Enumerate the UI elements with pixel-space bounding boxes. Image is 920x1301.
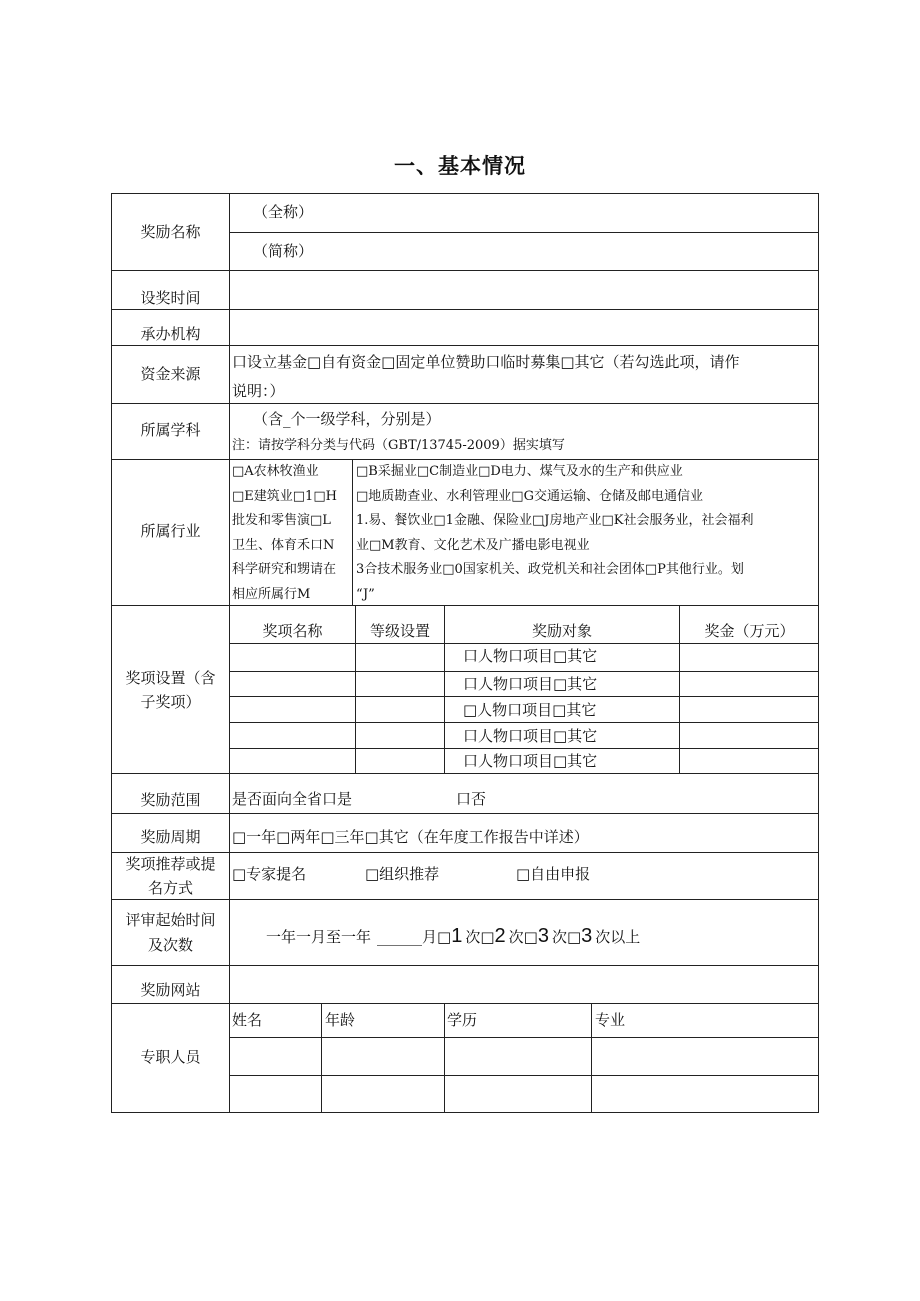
- discipline-field[interactable]: （含_个一级学科，分别是）: [253, 410, 441, 428]
- nominate-label-line2: 名方式: [147, 879, 193, 897]
- review-label-line1: 评审起始时间: [125, 911, 216, 929]
- industry-right-line[interactable]: 3合技术服务业□0国家机关、政党机关和社会团体□P其他行业。划: [356, 562, 744, 577]
- row-divider: [229, 643, 819, 644]
- award-name-label: 奖励名称: [140, 223, 201, 241]
- col-divider: [321, 1003, 322, 1113]
- row-divider: [229, 1037, 819, 1038]
- row-divider: [229, 748, 819, 749]
- industry-right-line[interactable]: 业□M教育、文化艺术及广播电影电视业: [356, 538, 590, 553]
- row-divider: [111, 965, 819, 966]
- award-short-name-field[interactable]: （简称）: [253, 242, 314, 260]
- website-label: 奖励网站: [140, 981, 201, 999]
- col-divider: [352, 459, 353, 605]
- row-divider: [111, 459, 819, 460]
- staff-label: 专职人员: [140, 1048, 201, 1066]
- fund-source-options[interactable]: 口设立基金□自有资金□固定单位赞助口临时募集□其它（若勾选此项，请作: [232, 353, 740, 371]
- count-2: 2: [494, 925, 506, 947]
- industry-right-line[interactable]: □B采掘业□C制造业□D电力、煤气及水的生产和供应业: [356, 464, 683, 479]
- staff-header-major: 专业: [595, 1011, 626, 1029]
- row-divider: [111, 813, 819, 814]
- fund-source-label: 资金来源: [140, 365, 201, 383]
- col-divider: [591, 1003, 592, 1113]
- industry-right-line[interactable]: 1.易、餐饮业□1金融、保险业□J房地产业□K社会服务业，社会福利: [356, 513, 754, 528]
- count-2-unit: 次□: [508, 928, 538, 946]
- row-divider: [111, 345, 819, 346]
- industry-left-line[interactable]: 相应所属行M: [232, 587, 311, 602]
- discipline-label: 所属学科: [140, 421, 201, 439]
- staff-header-education: 学历: [447, 1011, 478, 1029]
- industry-left-line[interactable]: 卫生、体育禾口N: [232, 538, 335, 553]
- awards-header-prize: 奖金（万元）: [704, 622, 795, 640]
- scope-yes-option[interactable]: 是否面向全省口是: [232, 790, 353, 808]
- industry-left-line[interactable]: □E建筑业□1□H: [232, 489, 337, 504]
- row-divider: [111, 773, 819, 774]
- row-divider: [111, 270, 819, 271]
- col-divider: [444, 1003, 445, 1113]
- expert-nomination-option[interactable]: □专家提名: [232, 865, 307, 883]
- review-month: 月□: [422, 928, 452, 946]
- discipline-note: 注：请按学科分类与代码（GBT/13745-2009）据实填写: [232, 438, 565, 453]
- awards-label-line1: 奖项设置（含: [125, 669, 216, 687]
- count-1-unit: 次□: [465, 928, 495, 946]
- row-divider: [111, 605, 819, 606]
- staff-header-age: 年龄: [325, 1011, 356, 1029]
- count-3-unit: 次□: [551, 928, 582, 946]
- count-more-unit: 次以上: [595, 928, 641, 946]
- review-date-blank: ______: [377, 928, 423, 946]
- industry-label: 所属行业: [140, 522, 201, 540]
- row-divider: [229, 1075, 819, 1076]
- industry-left-line[interactable]: □A农林牧渔业: [232, 464, 319, 479]
- industry-right-line[interactable]: □地质勘查业、水利管理业□G交通运输、仓储及邮电通信业: [356, 489, 703, 504]
- count-3: 3: [537, 925, 549, 947]
- award-target-options[interactable]: 口人物口项目□其它: [463, 675, 598, 693]
- row-divider: [111, 852, 819, 853]
- row-divider: [111, 1003, 819, 1004]
- col-divider: [229, 193, 230, 1113]
- award-target-options[interactable]: 口人物口项目□其它: [463, 727, 598, 745]
- self-apply-option[interactable]: □自由申报: [516, 865, 591, 883]
- cycle-options[interactable]: □一年□两年□三年□其它（在年度工作报告中详述）: [232, 828, 589, 846]
- award-target-options[interactable]: □人物口项目□其它: [463, 701, 597, 719]
- page-title: 一、基本情况: [394, 154, 526, 178]
- count-more: 3: [581, 925, 593, 947]
- scope-no-option[interactable]: 口否: [456, 790, 487, 808]
- row-divider: [229, 232, 819, 233]
- org-recommend-option[interactable]: □组织推荐: [365, 865, 440, 883]
- review-label-line2: 及次数: [147, 936, 193, 954]
- scope-label: 奖励范围: [140, 791, 201, 809]
- awards-header-target: 奖励对象: [531, 622, 592, 640]
- row-divider: [111, 899, 819, 900]
- industry-right-line: “J”: [356, 587, 375, 602]
- staff-header-name: 姓名: [232, 1011, 263, 1029]
- award-full-name-field[interactable]: （全称）: [253, 203, 314, 221]
- organizer-label: 承办机构: [140, 325, 201, 343]
- fund-source-note: 说明：）: [232, 382, 285, 400]
- award-target-options[interactable]: 口人物口项目□其它: [463, 752, 598, 770]
- awards-header-level: 等级设置: [369, 622, 430, 640]
- row-divider: [229, 722, 819, 723]
- industry-left-line[interactable]: 批发和零售演□L: [232, 513, 331, 528]
- cycle-label: 奖励周期: [140, 828, 201, 846]
- setup-time-label: 设奖时间: [140, 289, 201, 307]
- row-divider: [111, 309, 819, 310]
- award-target-options[interactable]: 口人物口项目□其它: [463, 647, 598, 665]
- industry-left-line[interactable]: 科学研究和甥请在: [232, 562, 337, 577]
- row-divider: [111, 403, 819, 404]
- review-date-field[interactable]: [266, 926, 640, 946]
- row-divider: [229, 696, 819, 697]
- row-divider: [229, 671, 819, 672]
- awards-label-line2: 子奖项）: [140, 693, 201, 711]
- review-date-range: 一年一月至一年: [266, 928, 372, 946]
- count-1: 1: [451, 925, 463, 947]
- nominate-label-line1: 奖项推荐或提: [125, 855, 216, 873]
- awards-header-name: 奖项名称: [262, 622, 323, 640]
